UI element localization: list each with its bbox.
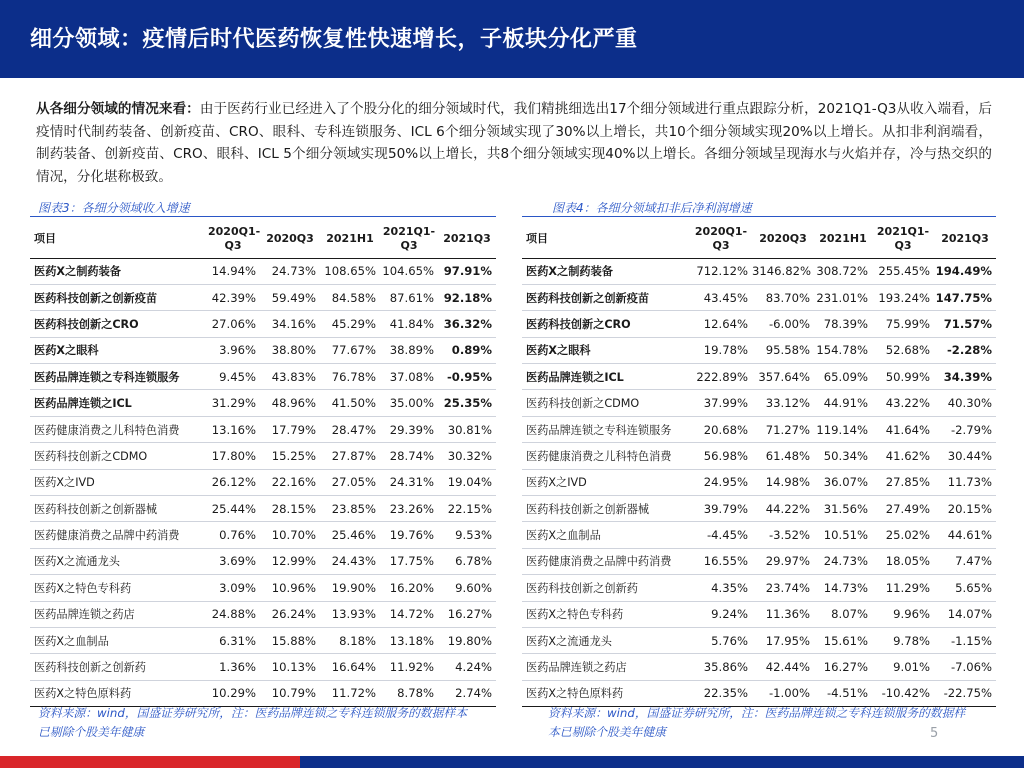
table-cell: 3.69% bbox=[219, 554, 256, 569]
table-row bbox=[30, 443, 496, 469]
table-row bbox=[30, 390, 496, 416]
table-cell: 34.16% bbox=[271, 316, 316, 331]
row-label: 医药健康消费之品牌中药消费 bbox=[526, 555, 672, 569]
table-cell: 50.99% bbox=[885, 369, 930, 384]
row-label: 医药X之流通龙头 bbox=[526, 634, 612, 648]
table-cell: 52.68% bbox=[885, 343, 930, 358]
table-cell: 16.55% bbox=[703, 554, 748, 569]
footer-blue-stripe bbox=[300, 756, 1024, 768]
table-row bbox=[522, 364, 996, 390]
net-profit-growth-table bbox=[522, 220, 996, 707]
row-label: 医药X之流通龙头 bbox=[34, 555, 120, 569]
table-cell: 9.53% bbox=[455, 528, 492, 543]
table-cell: 40.30% bbox=[947, 396, 992, 411]
row-label: 医药健康消费之儿科特色消费 bbox=[526, 449, 672, 463]
row-label: 医药X之特色专科药 bbox=[34, 581, 132, 595]
row-label: 医药健康消费之儿科特色消费 bbox=[34, 423, 180, 437]
table-cell: 50.34% bbox=[823, 448, 868, 463]
table-cell: 36.07% bbox=[823, 475, 868, 490]
table-cell: 24.73% bbox=[271, 264, 316, 279]
page-number: 5 bbox=[930, 726, 939, 741]
table-row bbox=[30, 680, 496, 706]
table-row bbox=[522, 311, 996, 337]
row-label: 医药X之IVD bbox=[34, 476, 95, 490]
table-cell: 10.13% bbox=[271, 660, 316, 675]
table-cell: 0.76% bbox=[219, 528, 256, 543]
table-cell: 83.70% bbox=[765, 290, 810, 305]
row-label: 医药科技创新之CRO bbox=[526, 317, 631, 331]
table-cell: 75.99% bbox=[885, 316, 930, 331]
table-cell: 29.39% bbox=[389, 422, 434, 437]
table-cell: 37.99% bbox=[703, 396, 748, 411]
row-label: 医药科技创新之创新疫苗 bbox=[34, 291, 158, 305]
table-row bbox=[30, 311, 496, 337]
table-cell: 9.24% bbox=[711, 607, 748, 622]
table-cell: 87.61% bbox=[389, 290, 434, 305]
row-label: 医药X之眼科 bbox=[526, 344, 591, 358]
table-cell: 222.89% bbox=[696, 369, 748, 384]
table-cell: 12.64% bbox=[703, 316, 748, 331]
table-cell: 41.50% bbox=[331, 396, 376, 411]
table-cell: 27.85% bbox=[885, 475, 930, 490]
table-row bbox=[30, 575, 496, 601]
table-cell: 97.91% bbox=[443, 264, 492, 279]
table-cell: 29.97% bbox=[765, 554, 810, 569]
table-row bbox=[30, 416, 496, 442]
row-label: 医药X之特色专科药 bbox=[526, 608, 624, 622]
table-cell: 44.22% bbox=[765, 501, 810, 516]
table-cell: 1.36% bbox=[219, 660, 256, 675]
table-cell: 4.24% bbox=[455, 660, 492, 675]
table-row bbox=[30, 601, 496, 627]
table-cell: 2.74% bbox=[455, 686, 492, 701]
row-label: 医药X之血制品 bbox=[526, 529, 601, 543]
column-header-item: 项目 bbox=[30, 220, 206, 258]
table-cell: 25.35% bbox=[443, 396, 492, 411]
table-cell: 17.80% bbox=[211, 448, 256, 463]
table-cell: 27.49% bbox=[885, 501, 930, 516]
left-caption-divider bbox=[30, 216, 496, 217]
table-row bbox=[522, 258, 996, 284]
table-cell: 19.76% bbox=[389, 528, 434, 543]
table-cell: 37.08% bbox=[389, 369, 434, 384]
table-cell: 10.29% bbox=[211, 686, 256, 701]
table-row bbox=[30, 627, 496, 653]
table-cell: 28.74% bbox=[389, 448, 434, 463]
table-cell: 23.85% bbox=[331, 501, 376, 516]
table-cell: 95.58% bbox=[765, 343, 810, 358]
row-label: 医药品牌连锁之专科连锁服务 bbox=[34, 370, 180, 384]
table-cell: 31.56% bbox=[823, 501, 868, 516]
table-cell: 5.65% bbox=[955, 580, 992, 595]
table-cell: 5.76% bbox=[711, 633, 748, 648]
table-cell: 41.62% bbox=[885, 448, 930, 463]
table-cell: 33.12% bbox=[765, 396, 810, 411]
table-cell: 7.47% bbox=[955, 554, 992, 569]
table-cell: -1.00% bbox=[768, 686, 810, 701]
row-label: 医药健康消费之品牌中药消费 bbox=[34, 529, 180, 543]
table-row bbox=[30, 469, 496, 495]
table-cell: 13.16% bbox=[211, 422, 256, 437]
row-label: 医药科技创新之创新药 bbox=[526, 581, 638, 595]
column-header-2021h1: 2021H1 bbox=[320, 220, 380, 258]
table-cell: 231.01% bbox=[816, 290, 868, 305]
table-cell: 13.93% bbox=[331, 607, 376, 622]
table-cell: 65.09% bbox=[823, 369, 868, 384]
table-row bbox=[522, 522, 996, 548]
table-cell: 15.25% bbox=[271, 448, 316, 463]
table-cell: 11.36% bbox=[765, 607, 810, 622]
table-cell: 24.95% bbox=[703, 475, 748, 490]
table-cell: 39.79% bbox=[703, 501, 748, 516]
table-cell: 14.07% bbox=[947, 607, 992, 622]
table-cell: 19.78% bbox=[703, 343, 748, 358]
table-cell: 76.78% bbox=[331, 369, 376, 384]
column-header-2021q3: 2021Q3 bbox=[438, 220, 496, 258]
table-row bbox=[30, 548, 496, 574]
table-cell: 10.70% bbox=[271, 528, 316, 543]
table-cell: 14.94% bbox=[211, 264, 256, 279]
table-cell: 9.01% bbox=[893, 660, 930, 675]
table-cell: 30.81% bbox=[447, 422, 492, 437]
row-label: 医药X之血制品 bbox=[34, 634, 109, 648]
table-cell: 17.75% bbox=[389, 554, 434, 569]
summary-paragraph bbox=[36, 98, 992, 188]
table-cell: 8.07% bbox=[831, 607, 868, 622]
table-cell: 4.35% bbox=[711, 580, 748, 595]
table-cell: 25.44% bbox=[211, 501, 256, 516]
column-header-2020q3: 2020Q3 bbox=[752, 220, 814, 258]
right-table-caption: 图表4：各细分领域扣非后净利润增速 bbox=[552, 201, 752, 215]
table-row bbox=[522, 337, 996, 363]
table-cell: -4.45% bbox=[706, 528, 748, 543]
table-cell: -2.79% bbox=[950, 422, 992, 437]
table-cell: 26.24% bbox=[271, 607, 316, 622]
table-cell: 16.27% bbox=[447, 607, 492, 622]
table-cell: 23.74% bbox=[765, 580, 810, 595]
header-bar bbox=[0, 0, 1024, 78]
table-row bbox=[522, 575, 996, 601]
table-header-row bbox=[30, 220, 496, 258]
table-cell: 154.78% bbox=[816, 343, 868, 358]
row-label: 医药X之特色原料药 bbox=[34, 687, 132, 701]
table-cell: -3.52% bbox=[768, 528, 810, 543]
table-cell: 11.72% bbox=[331, 686, 376, 701]
table-cell: 30.32% bbox=[447, 448, 492, 463]
table-cell: 6.31% bbox=[219, 633, 256, 648]
table-cell: 0.89% bbox=[451, 343, 492, 358]
table-cell: 22.15% bbox=[447, 501, 492, 516]
table-cell: 11.73% bbox=[947, 475, 992, 490]
row-label: 医药品牌连锁之药店 bbox=[526, 661, 627, 675]
table-cell: 16.64% bbox=[331, 660, 376, 675]
table-cell: -4.51% bbox=[826, 686, 868, 701]
table-cell: -0.95% bbox=[446, 369, 492, 384]
table-cell: 30.44% bbox=[947, 448, 992, 463]
table-cell: 43.45% bbox=[703, 290, 748, 305]
table-cell: 36.32% bbox=[443, 316, 492, 331]
table-cell: 42.44% bbox=[765, 660, 810, 675]
table-cell: 44.91% bbox=[823, 396, 868, 411]
row-label: 医药X之制药装备 bbox=[34, 265, 121, 279]
footer-red-stripe bbox=[0, 756, 300, 768]
table-cell: 27.87% bbox=[331, 448, 376, 463]
column-header-2021q1q3: 2021Q1-Q3 bbox=[380, 220, 438, 258]
table-cell: 19.04% bbox=[447, 475, 492, 490]
row-label: 医药品牌连锁之ICL bbox=[526, 370, 624, 384]
table-cell: 35.00% bbox=[389, 396, 434, 411]
table-cell: 38.80% bbox=[271, 343, 316, 358]
table-cell: 38.89% bbox=[389, 343, 434, 358]
table-cell: 24.73% bbox=[823, 554, 868, 569]
column-header-2021q3: 2021Q3 bbox=[934, 220, 996, 258]
column-header-2021q1q3: 2021Q1-Q3 bbox=[872, 220, 934, 258]
row-label: 医药科技创新之创新器械 bbox=[34, 502, 158, 516]
table-row bbox=[30, 496, 496, 522]
table-row bbox=[522, 601, 996, 627]
table-cell: 11.92% bbox=[389, 660, 434, 675]
table-cell: 23.26% bbox=[389, 501, 434, 516]
column-header-2020q3: 2020Q3 bbox=[260, 220, 320, 258]
row-label: 医药科技创新之CDMO bbox=[526, 397, 640, 411]
table-cell: 24.43% bbox=[331, 554, 376, 569]
table-cell: 24.31% bbox=[389, 475, 434, 490]
table-cell: 20.68% bbox=[703, 422, 748, 437]
table-row bbox=[522, 680, 996, 706]
column-header-2020q1q3: 2020Q1-Q3 bbox=[206, 220, 260, 258]
table-cell: 6.78% bbox=[455, 554, 492, 569]
table-cell: 35.86% bbox=[703, 660, 748, 675]
table-cell: 71.27% bbox=[765, 422, 810, 437]
page-title: 细分领域：疫情后时代医药恢复性快速增长，子板块分化严重 bbox=[30, 27, 638, 52]
table-cell: 108.65% bbox=[324, 264, 376, 279]
table-row bbox=[30, 364, 496, 390]
table-cell: 22.16% bbox=[271, 475, 316, 490]
column-header-2021h1: 2021H1 bbox=[814, 220, 872, 258]
table-cell: 20.15% bbox=[947, 501, 992, 516]
column-header-2020q1q3: 2020Q1-Q3 bbox=[690, 220, 752, 258]
table-cell: 14.72% bbox=[389, 607, 434, 622]
table-cell: 41.64% bbox=[885, 422, 930, 437]
table-cell: -1.15% bbox=[950, 633, 992, 648]
table-cell: 28.47% bbox=[331, 422, 376, 437]
table-row bbox=[522, 496, 996, 522]
table-cell: -10.42% bbox=[881, 686, 930, 701]
table-cell: 10.51% bbox=[823, 528, 868, 543]
table-cell: 25.02% bbox=[885, 528, 930, 543]
table-cell: 41.84% bbox=[389, 316, 434, 331]
table-cell: 19.80% bbox=[447, 633, 492, 648]
table-cell: 119.14% bbox=[816, 422, 868, 437]
table-cell: 14.98% bbox=[765, 475, 810, 490]
row-label: 医药X之眼科 bbox=[34, 344, 99, 358]
row-label: 医药X之特色原料药 bbox=[526, 687, 624, 701]
table-cell: 34.39% bbox=[943, 369, 992, 384]
table-row bbox=[522, 627, 996, 653]
table-cell: 15.88% bbox=[271, 633, 316, 648]
table-cell: -6.00% bbox=[768, 316, 810, 331]
table-cell: 19.90% bbox=[331, 580, 376, 595]
row-label: 医药科技创新之创新器械 bbox=[526, 502, 650, 516]
table-cell: 48.96% bbox=[271, 396, 316, 411]
row-label: 医药X之IVD bbox=[526, 476, 587, 490]
table-cell: 61.48% bbox=[765, 448, 810, 463]
table-cell: 28.15% bbox=[271, 501, 316, 516]
table-cell: 59.49% bbox=[271, 290, 316, 305]
table-cell: 24.88% bbox=[211, 607, 256, 622]
table-cell: 3.09% bbox=[219, 580, 256, 595]
table-cell: 14.73% bbox=[823, 580, 868, 595]
table-cell: 42.39% bbox=[211, 290, 256, 305]
table-cell: 147.75% bbox=[935, 290, 992, 305]
table-row bbox=[30, 654, 496, 680]
table-cell: 9.45% bbox=[219, 369, 256, 384]
table-cell: 15.61% bbox=[823, 633, 868, 648]
table-cell: 78.39% bbox=[823, 316, 868, 331]
table-cell: 71.57% bbox=[943, 316, 992, 331]
table-cell: 92.18% bbox=[443, 290, 492, 305]
table-cell: 45.29% bbox=[331, 316, 376, 331]
table-cell: 84.58% bbox=[331, 290, 376, 305]
table-cell: 27.06% bbox=[211, 316, 256, 331]
table-row bbox=[522, 654, 996, 680]
table-cell: 255.45% bbox=[878, 264, 930, 279]
table-cell: 11.29% bbox=[885, 580, 930, 595]
table-cell: 16.20% bbox=[389, 580, 434, 595]
table-row bbox=[522, 390, 996, 416]
table-cell: 13.18% bbox=[389, 633, 434, 648]
table-cell: 3.96% bbox=[219, 343, 256, 358]
table-cell: 17.79% bbox=[271, 422, 316, 437]
table-cell: 193.24% bbox=[878, 290, 930, 305]
table-cell: 31.29% bbox=[211, 396, 256, 411]
table-row bbox=[522, 416, 996, 442]
table-cell: 194.49% bbox=[935, 264, 992, 279]
row-label: 医药品牌连锁之专科连锁服务 bbox=[526, 423, 672, 437]
row-label: 医药科技创新之创新药 bbox=[34, 661, 146, 675]
table-cell: 104.65% bbox=[382, 264, 434, 279]
table-cell: 44.61% bbox=[947, 528, 992, 543]
table-cell: -7.06% bbox=[950, 660, 992, 675]
table-row bbox=[522, 284, 996, 310]
table-row bbox=[30, 337, 496, 363]
table-cell: -2.28% bbox=[946, 343, 992, 358]
left-source-note: 资料来源：wind，国盛证券研究所，注：医药品牌连锁之专科连锁服务的数据样本已剔除个股美年健康 bbox=[38, 706, 467, 739]
row-label: 医药品牌连锁之ICL bbox=[34, 397, 132, 411]
row-label: 医药科技创新之CDMO bbox=[34, 449, 148, 463]
row-label: 医药X之制药装备 bbox=[526, 265, 613, 279]
table-cell: 43.83% bbox=[271, 369, 316, 384]
table-cell: 18.05% bbox=[885, 554, 930, 569]
left-table-caption: 图表3：各细分领域收入增速 bbox=[38, 201, 190, 215]
table-cell: 712.12% bbox=[696, 264, 748, 279]
table-header-row bbox=[522, 220, 996, 258]
table-cell: 16.27% bbox=[823, 660, 868, 675]
row-label: 医药品牌连锁之药店 bbox=[34, 608, 135, 622]
row-label: 医药科技创新之创新疫苗 bbox=[526, 291, 650, 305]
table-cell: 9.96% bbox=[893, 607, 930, 622]
table-row bbox=[30, 522, 496, 548]
table-cell: 8.78% bbox=[397, 686, 434, 701]
revenue-growth-table bbox=[30, 220, 496, 707]
table-cell: 17.95% bbox=[765, 633, 810, 648]
summary-lead: 从各细分领域的情况来看： bbox=[36, 101, 200, 117]
table-cell: 9.60% bbox=[455, 580, 492, 595]
table-row bbox=[522, 548, 996, 574]
right-caption-divider bbox=[522, 216, 996, 217]
table-cell: 56.98% bbox=[703, 448, 748, 463]
table-cell: 12.99% bbox=[271, 554, 316, 569]
table-row bbox=[30, 284, 496, 310]
summary-text: 由于医药行业已经进入了个股分化的细分领域时代，我们精挑细选出17个细分领域进行重点跟踪分析，2021Q1-Q3从收入端看，后疫情时代制药装备、创新疫苗、CRO、眼科、专科连锁服务、ICL 6个细分领域实现了30%以上增长，共10个细分领域实现20%以上增长。从扣非利润端看，制药装备、创新疫苗、CRO、眼科、ICL 5个细分领域实现50%以上增长，共8个细分领域实现40%以上增长。各细分领域呈现海水与火焰并存，冷与热交织的情况，分化堪称极致。 bbox=[36, 101, 993, 185]
right-source-note: 资料来源：wind，国盛证券研究所，注：医药品牌连锁之专科连锁服务的数据样本已剔除个股美年健康 bbox=[548, 706, 966, 739]
table-cell: 27.05% bbox=[331, 475, 376, 490]
row-label: 医药科技创新之CRO bbox=[34, 317, 139, 331]
table-cell: 43.22% bbox=[885, 396, 930, 411]
table-cell: 3146.82% bbox=[752, 264, 811, 279]
table-cell: 22.35% bbox=[703, 686, 748, 701]
table-cell: 308.72% bbox=[816, 264, 868, 279]
table-cell: 26.12% bbox=[211, 475, 256, 490]
table-row bbox=[522, 469, 996, 495]
table-cell: 25.46% bbox=[331, 528, 376, 543]
table-row bbox=[522, 443, 996, 469]
column-header-item: 项目 bbox=[522, 220, 690, 258]
table-cell: 357.64% bbox=[758, 369, 810, 384]
table-cell: 8.18% bbox=[339, 633, 376, 648]
table-cell: 9.78% bbox=[893, 633, 930, 648]
table-cell: 77.67% bbox=[331, 343, 376, 358]
table-cell: 10.96% bbox=[271, 580, 316, 595]
table-row bbox=[30, 258, 496, 284]
table-cell: 10.79% bbox=[271, 686, 316, 701]
table-cell: -22.75% bbox=[943, 686, 992, 701]
